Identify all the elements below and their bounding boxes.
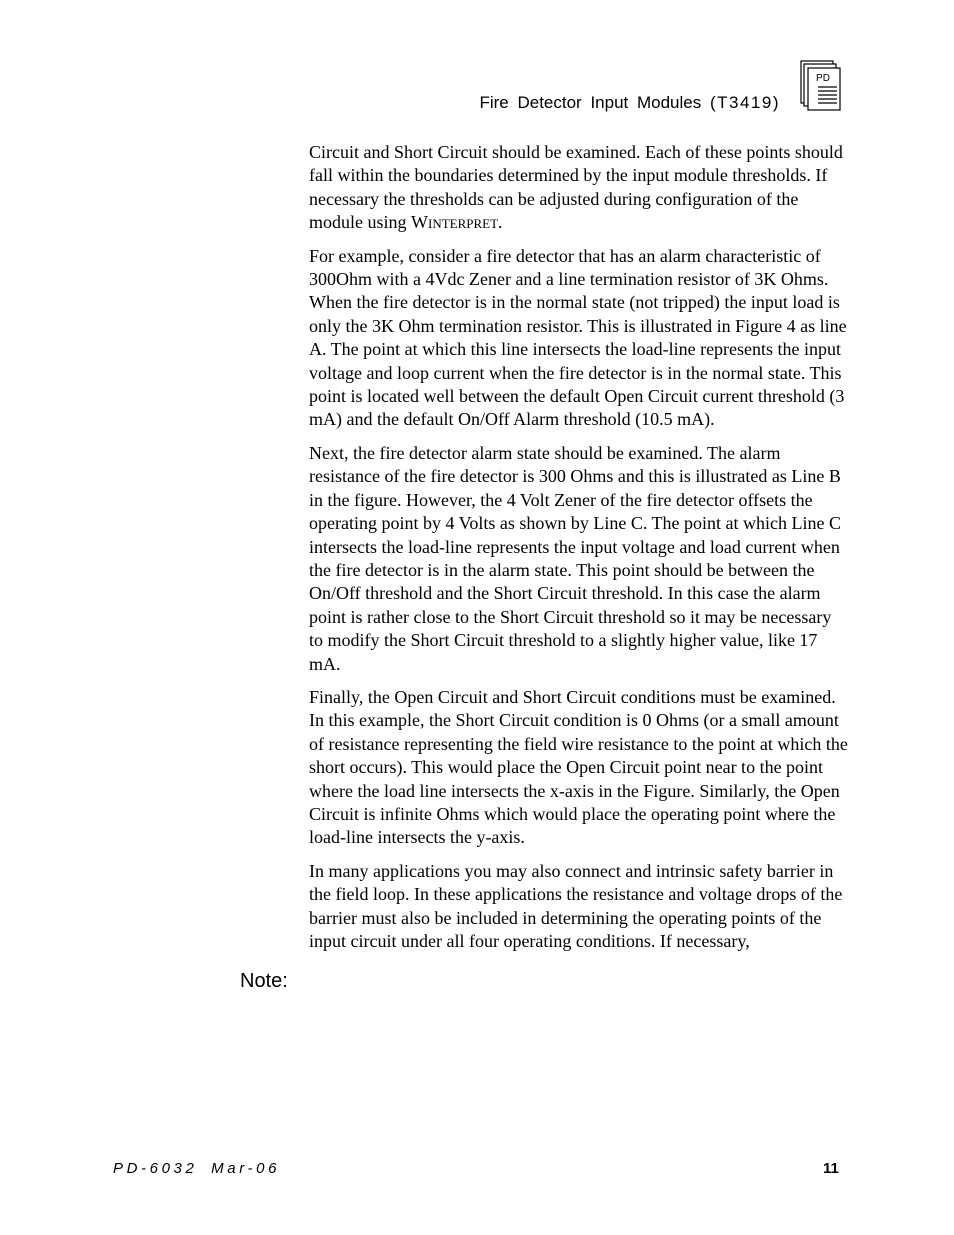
- paragraph-1-text: Circuit and Short Circuit should be examined. Each of these points should fall within the boundaries determined by the input module thresholds. If necessary the thresholds can be adjusted during configuration of the module using: [309, 142, 843, 233]
- paragraph-1: [309, 141, 849, 235]
- winterpret-term: Winterpret: [411, 212, 499, 233]
- paragraph-3: Next, the fire detector alarm state should be examined. The alarm resistance of the fire detector is 300 Ohms and this is illustrated as Line B in the figure. However, the 4 Volt Zener of the fire detector offsets the operating point by 4 Volts as shown by Line C. The point at which Line C intersects the load-line represents the input voltage and load current when the fire detector is in the alarm state. This point should be between the On/Off threshold and the Short Circuit threshold. In this case the alarm point is rather close to the Short Circuit threshold so it may be necessary to modify the Short Circuit threshold to a slightly higher value, like 17 mA.: [309, 442, 841, 674]
- footer-page-number: 11: [823, 1160, 839, 1177]
- paragraph-4: Finally, the Open Circuit and Short Circuit conditions must be examined. In this example, the Short Circuit condition is 0 Ohms (or a small amount of resistance representing the field wire resistance to the point at which the short occurs). This would place the Open Circuit point near to the point where the load line intersects the x-axis in the Figure. Similarly, the Open Circuit is infinite Ohms which would place the operating point where the load-line intersects the y-axis.: [309, 686, 848, 848]
- note-label: Note:: [240, 970, 288, 992]
- header-title: Fire Detector Input Modules: [479, 93, 702, 112]
- pd-document-icon: [800, 60, 842, 112]
- running-header: [479, 93, 780, 113]
- note-text: In many applications you may also connect and intrinsic safety barrier in the field loop. In these applications the resistance and voltage drops of the barrier must also be included in determining the operating points of the input circuit under all four operating conditions. If necessary,: [309, 860, 843, 951]
- paragraph-2: For example, consider a fire detector that has an alarm characteristic of 300Ohm with a 4Vdc Zener and a line termination resistor of 3K Ohms. When the fire detector is in the normal state (not tripped) the input load is only the 3K Ohm termination resistor. This is illustrated in Figure 4 as line A. The point at which this line intersects the load-line represents the input voltage and loop current when the fire detector is in the normal state. This point is located well between the default Open Circuit current threshold (3 mA) and the default On/Off Alarm threshold (10.5 mA).: [309, 245, 847, 430]
- footer-doc-id: PD-6032 Mar-06: [113, 1160, 281, 1177]
- header-model-code: (T3419): [709, 93, 780, 112]
- body-text: [309, 141, 849, 963]
- paragraph-1-tail: .: [498, 212, 503, 233]
- pd-icon-label: PD: [816, 73, 830, 84]
